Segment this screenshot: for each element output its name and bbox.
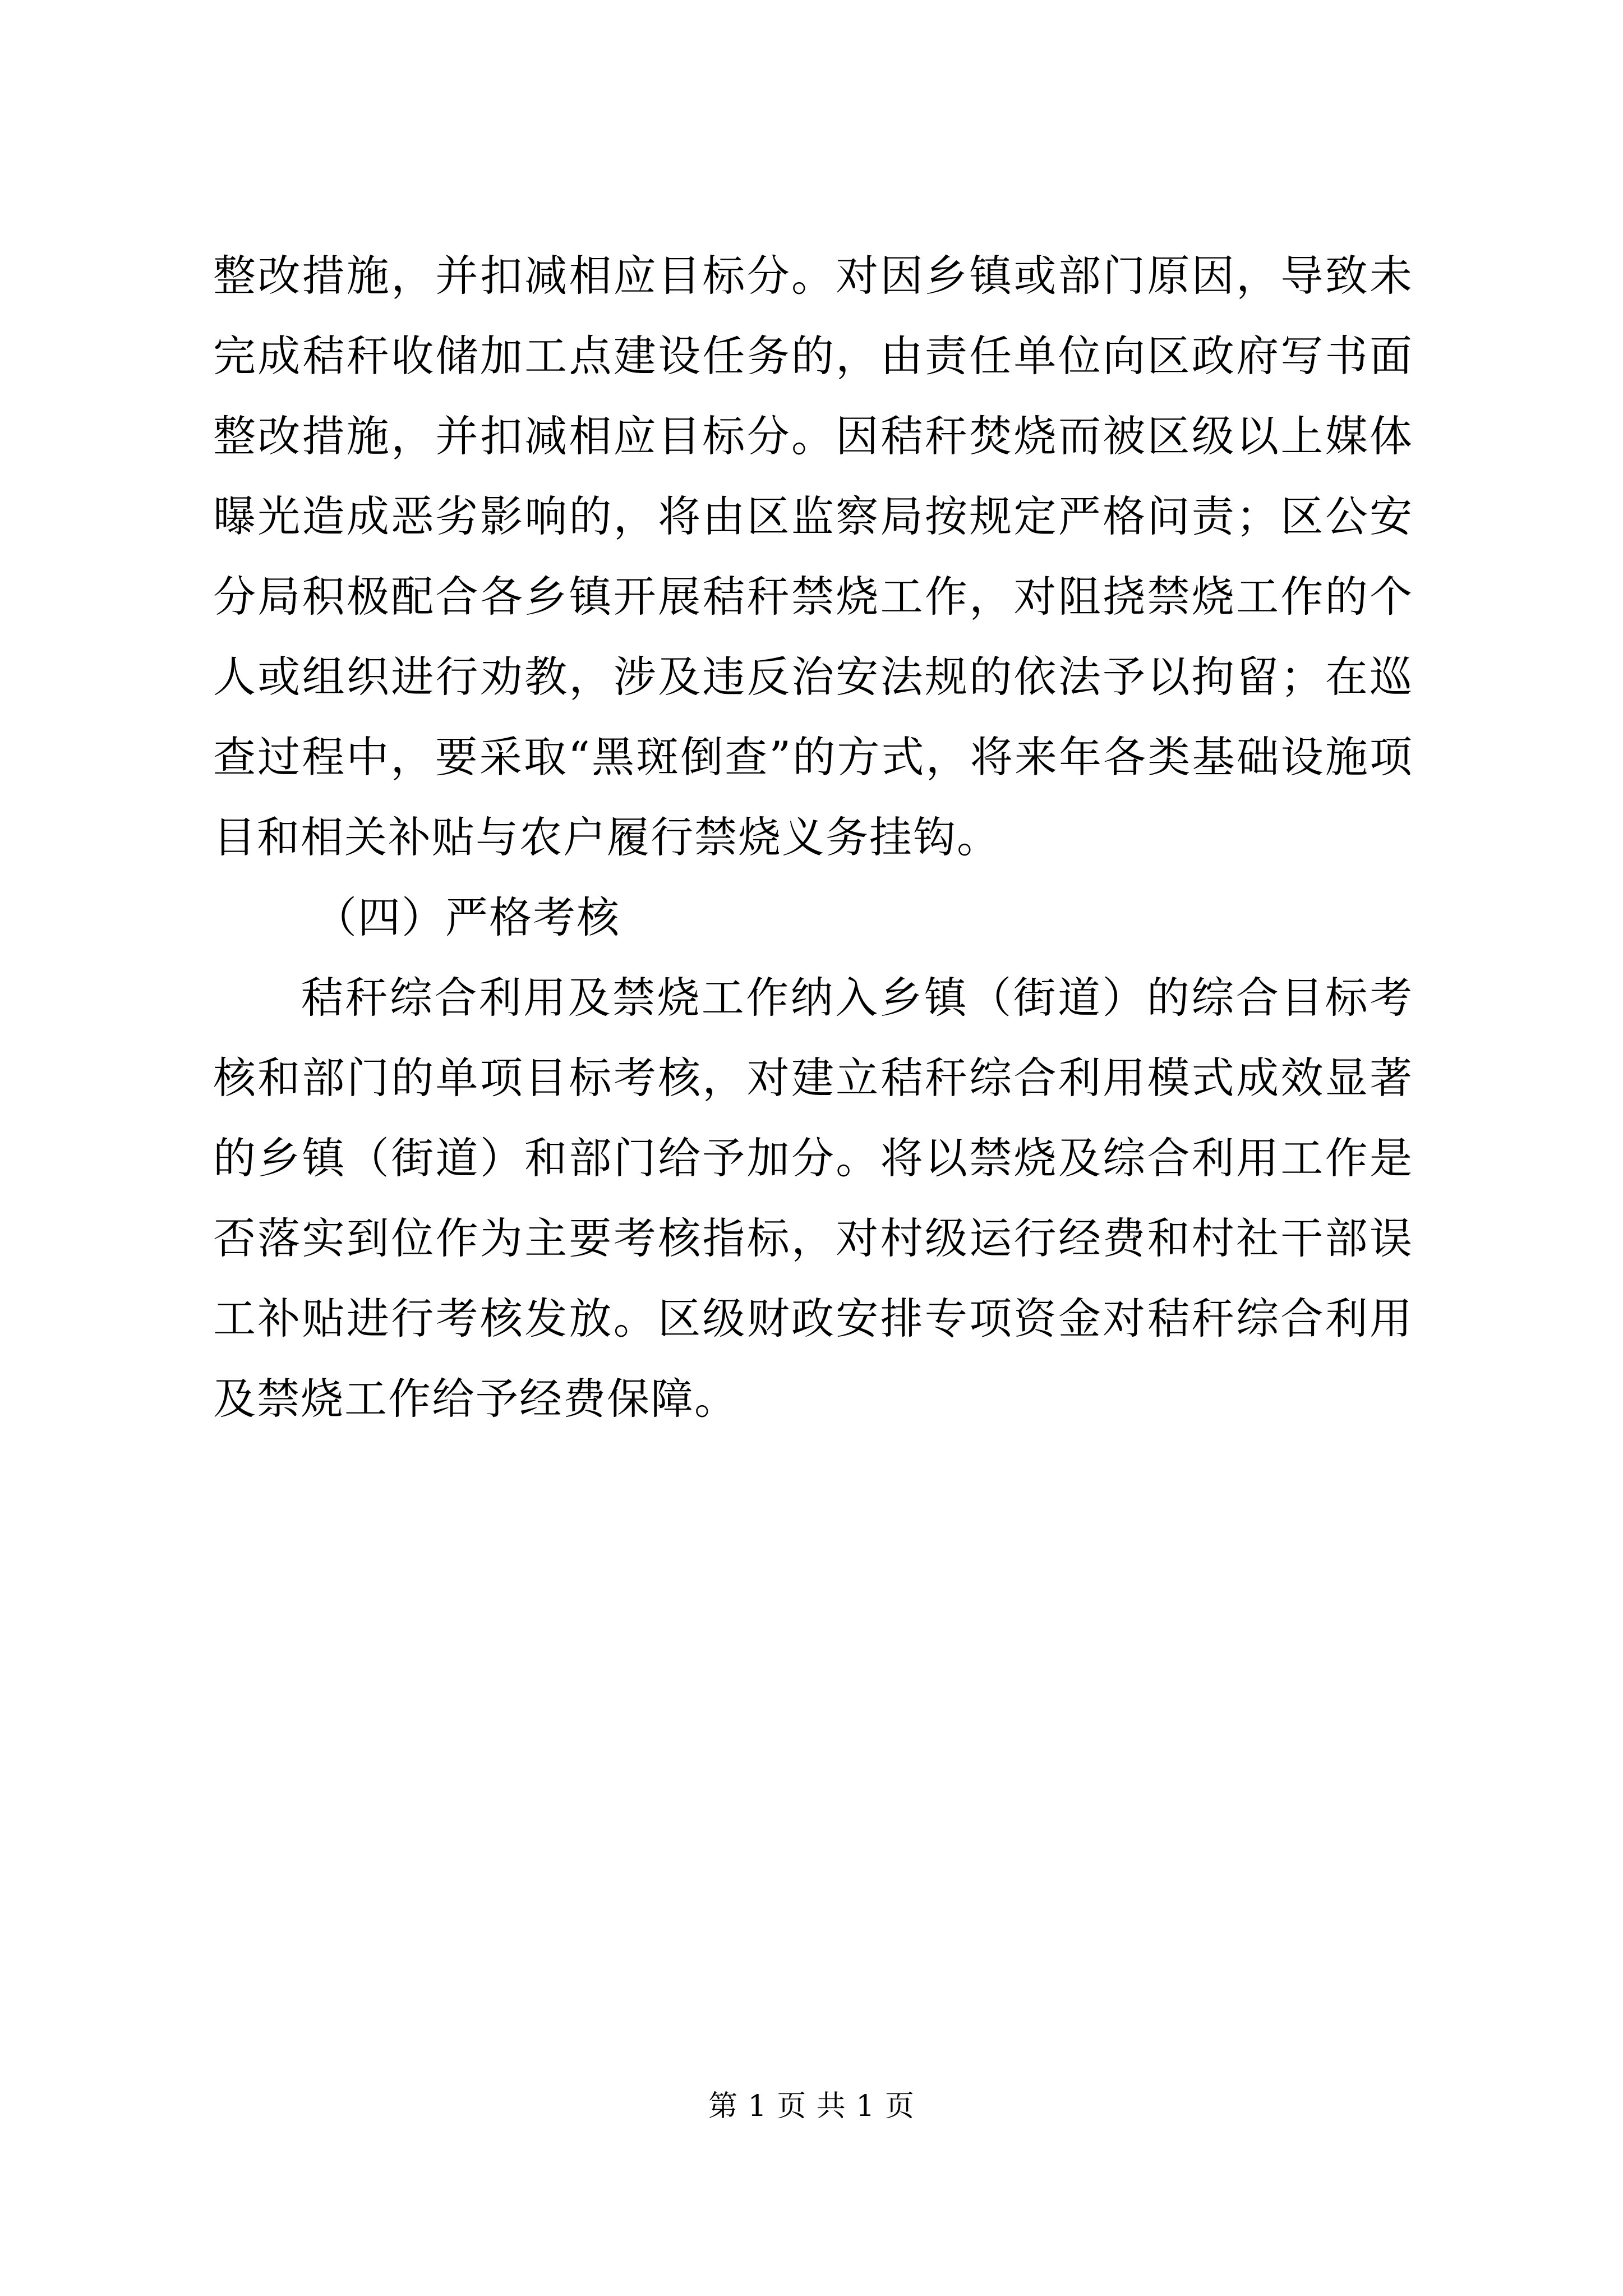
section-paragraph: 秸秆综合利用及禁烧工作纳入乡镇（街道）的综合目标考核和部门的单项目标考核，对建立秸秆综合利用模式成效显著的乡镇（街道）和部门给予加分。将以禁烧及综合利用工作是否落实到位作为主要考核指标，对村级运行经费和村社干部误工补贴进行考核发放。区级财政安排专项资金对秸秆综合利用及禁烧工作给予经费保障。 <box>213 973 1413 1424</box>
section-heading: （四）严格考核 <box>314 892 620 942</box>
page-footer: 第 1 页 共 1 页 <box>708 2090 915 2123</box>
document-body <box>213 236 1413 1439</box>
continuation-paragraph: 整改措施，并扣减相应目标分。对因乡镇或部门原因，导致未完成秸秆收储加工点建设任务的，由责任单位向区政府写书面整改措施，并扣减相应目标分。因秸秆焚烧而被区级以上媒体曝光造成恶劣影响的，将由区监察局按规定严格问责；区公安分局积极配合各乡镇开展秸秆禁烧工作，对阻挠禁烧工作的个人或组织进行劝教，涉及违反治安法规的依法予以拘留；在巡查过程中，要采取“黑斑倒查”的方式，将来年各类基础设施项目和相关补贴与农户履行禁烧义务挂钩。 <box>213 251 1413 862</box>
